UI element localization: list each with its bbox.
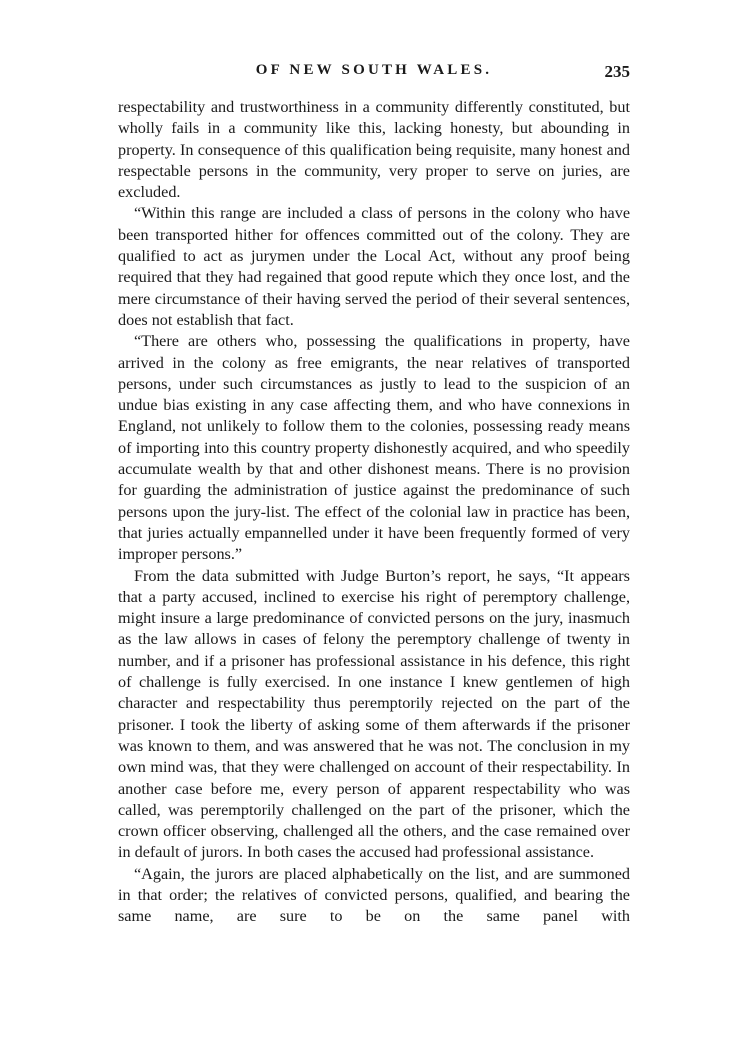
paragraph-free-emigrants: “There are others who, possessing the qualifications in property, have arrived in the colony as free emigrants, the near relatives of transported persons, under such circumstances as justly to lead to the suspicion of an undue bias existing in any case affecting them, and who have connexions in England, not unlikely to follow them to the colonies, possessing ready means of importing into this country property dishonestly acquired, and who speedily accumulate wealth by that and other dishonest means. There is no provision for guarding the administration of justice against the predominance of such persons upon the jury-list. The effect of the colonial law in practice has been, that juries actually empannelled under it have been frequently formed of very improper persons.” [118, 332, 630, 564]
paragraph-alphabetical-list: “Again, the jurors are placed alphabetically on the list, and are summoned in that order; the relatives of convicted persons, qualified, and bearing the same name, are sure to be on the same panel with [118, 864, 630, 926]
body-text [118, 97, 630, 928]
paragraph-transported-persons: “Within this range are included a class of persons in the colony who have been transported hither for offences committed out of the colony. They are qualified to act as jurymen under the Local Act, without any proof being required that they had regained that good repute which they once lost, and the mere circumstance of their having served the period of their several sentences, does not establish that fact. [118, 204, 630, 329]
paragraph-continuation: respectability and trustworthiness in a community differently constituted, but wholly fails in a community like this, lacking honesty, but abounding in property. In consequence of this qualification being requisite, many honest and respectable persons in the community, very proper to serve on juries, are excluded. [118, 98, 630, 202]
running-title: OF NEW SOUTH WALES. [255, 62, 493, 78]
running-head [118, 60, 630, 86]
paragraph-burton-report: From the data submitted with Judge Burton’s report, he says, “It appears that a party accused, inclined to exercise his right of peremptory challenge, might insure a large predominance of convicted persons on the jury, inasmuch as the law allows in cases of felony the peremptory challenge of twenty in number, and if a prisoner has professional assistance in his defence, this right of challenge is fully exercised. In one instance I knew gentlemen of high character and respectability thus peremptorily rejected on the part of the prisoner. I took the liberty of asking some of them afterwards if the prisoner was known to them, and was answered that he was not. The conclusion in my own mind was, that they were challenged on account of their respectability. In another case before me, every person of apparent respectability who was called, was peremptorily challenged on the part of the prisoner, which the crown officer observing, challenged all the others, and the case remained over in default of jurors. In both cases the accused had professional assistance. [118, 566, 630, 862]
page-number: 235 [604, 62, 630, 81]
